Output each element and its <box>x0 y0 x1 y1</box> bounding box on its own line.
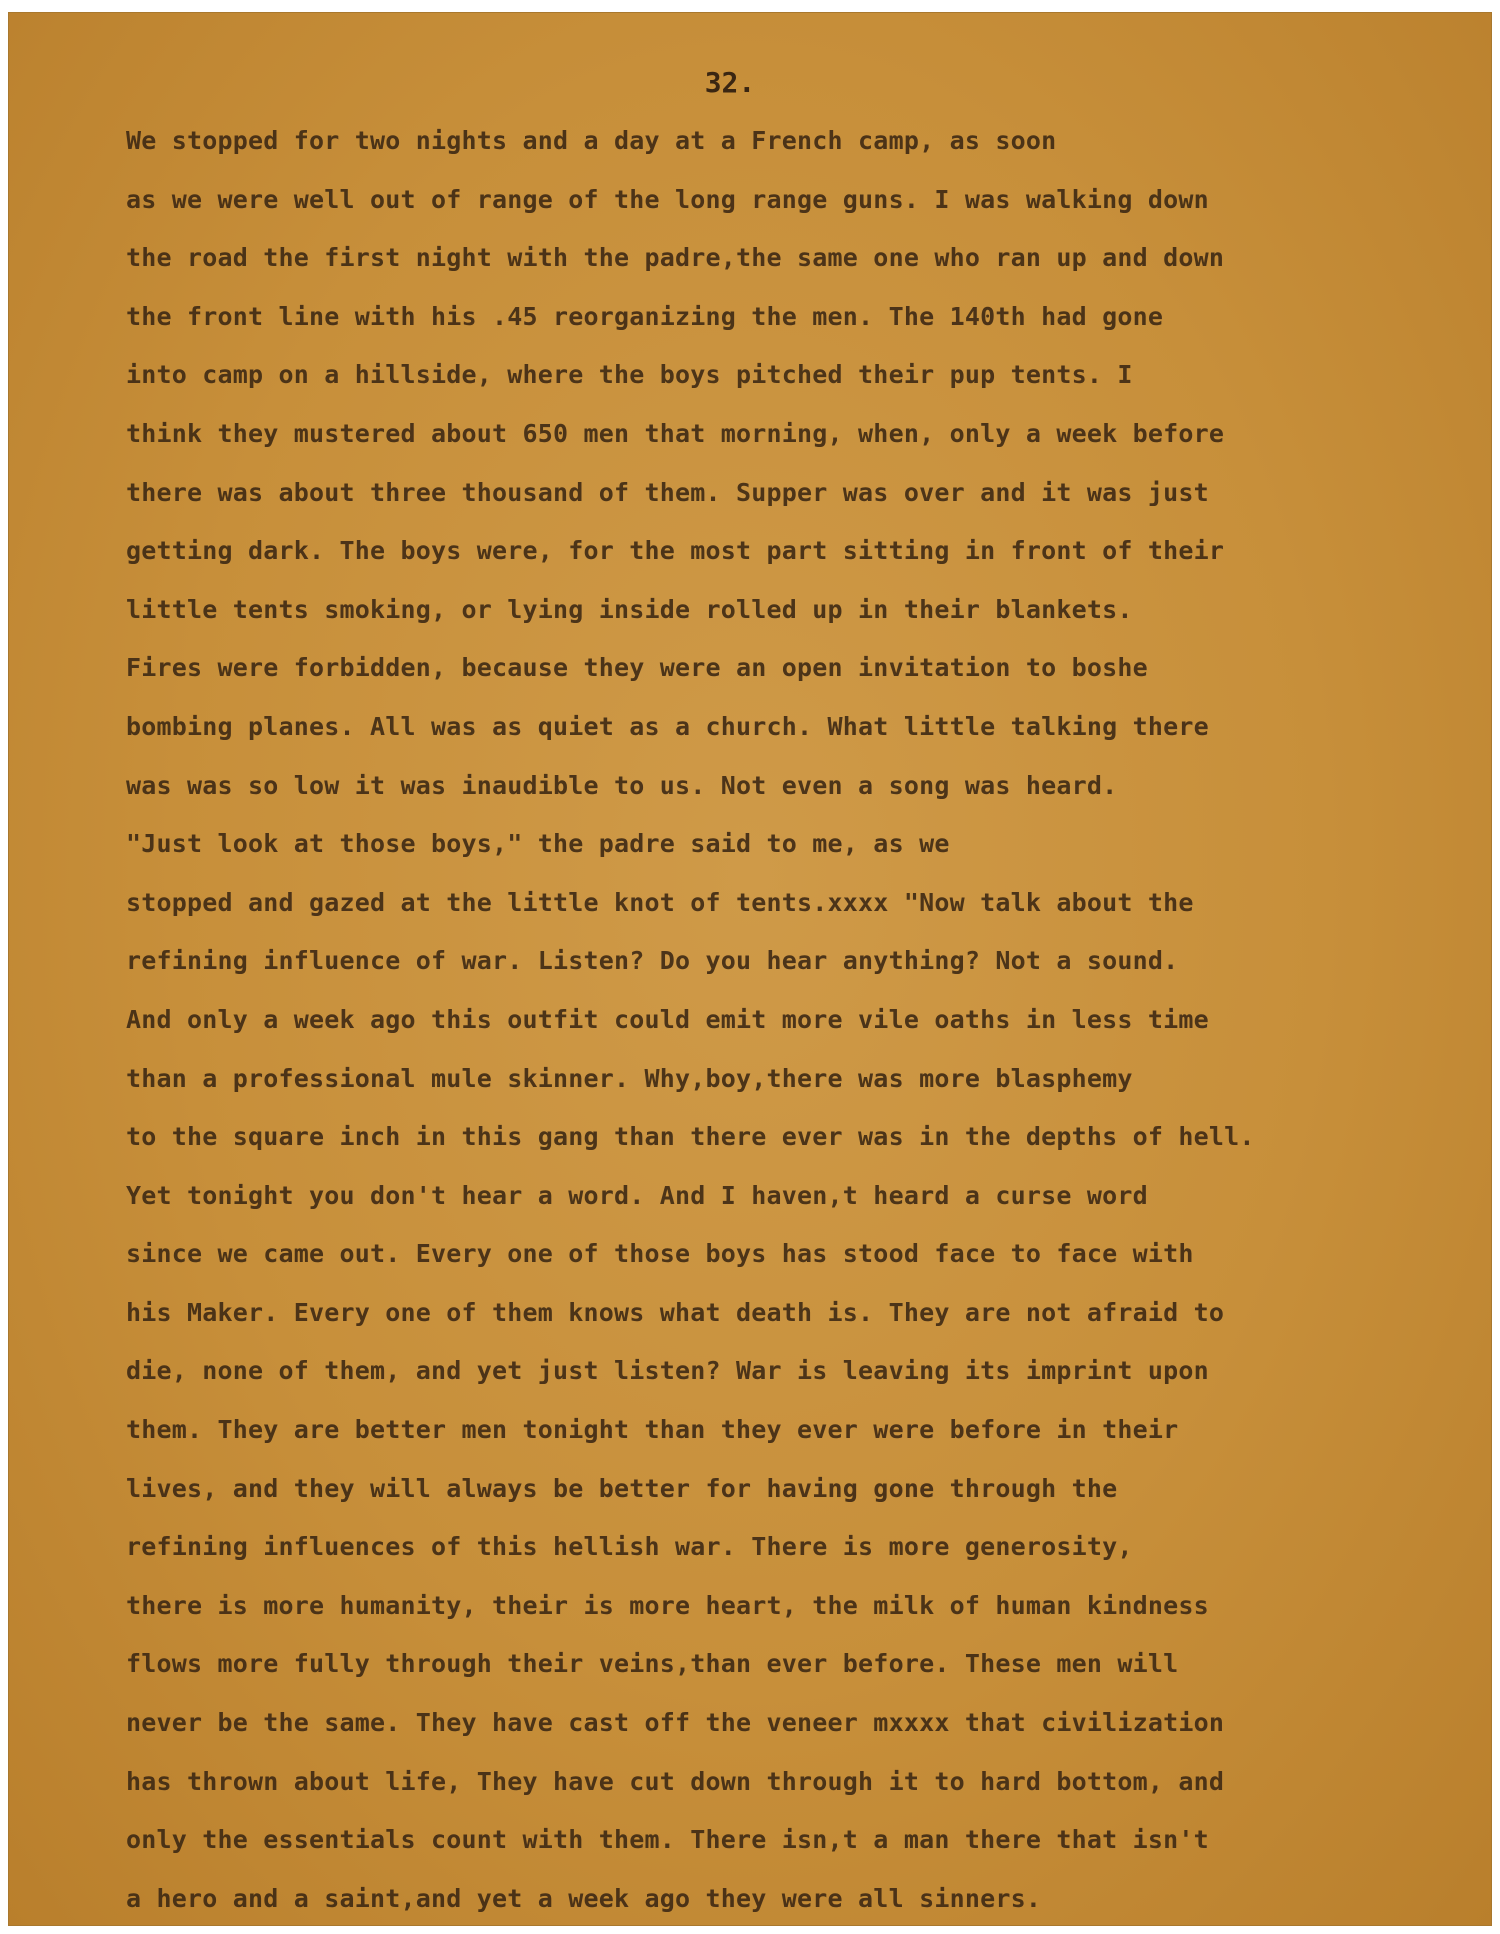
text-line: refining influences of this hellish war. There is more generosity, <box>126 1532 1133 1562</box>
text-line: never be the same. They have cast off the veneer mxxxx that civilization <box>126 1708 1225 1738</box>
typewritten-page <box>8 12 1492 1926</box>
text-line: getting dark. The boys were, for the most part sitting in front of their <box>126 536 1225 566</box>
text-line: than a professional mule skinner. Why,boy,there was more blasphemy <box>126 1063 1133 1093</box>
text-line: Yet tonight you don't hear a word. And I haven,t heard a curse word <box>126 1180 1148 1210</box>
text-line: there is more humanity, their is more heart, the milk of human kindness <box>126 1590 1209 1620</box>
text-line: was was so low it was inaudible to us. Not even a song was heard. <box>126 770 1118 800</box>
body-text <box>126 112 1416 1928</box>
text-line: Fires were forbidden, because they were an open invitation to boshe <box>126 653 1148 683</box>
text-line: We stopped for two nights and a day at a French camp, as soon <box>126 126 1057 155</box>
text-line: die, none of them, and yet just listen? War is leaving its imprint upon <box>126 1356 1209 1386</box>
text-line: only the essentials count with them. There isn,t a man there that isn't <box>126 1825 1209 1855</box>
text-line: think they mustered about 650 men that morning, when, only a week before <box>126 418 1225 448</box>
text-line: flows more fully through their veins,than ever before. These men will <box>126 1649 1179 1679</box>
page-number: 32. <box>704 66 756 99</box>
text-line: to the square inch in this gang than there ever was in the depths of hell. <box>126 1122 1255 1152</box>
text-line: the road the first night with the padre,the same one who ran up and down <box>126 243 1225 273</box>
text-line: has thrown about life, They have cut down through it to hard bottom, and <box>126 1766 1225 1796</box>
text-line: refining influence of war. Listen? Do you hear anything? Not a sound. <box>126 946 1179 976</box>
text-line: since we came out. Every one of those boys has stood face to face with <box>126 1239 1194 1269</box>
text-line: as we were well out of range of the long range guns. I was walking down <box>126 184 1209 214</box>
text-line: stopped and gazed at the little knot of tents.xxxx "Now talk about the <box>126 887 1194 917</box>
text-line: the front line with his .45 reorganizing the men. The 140th had gone <box>126 301 1164 331</box>
text-line: there was about three thousand of them. Supper was over and it was just <box>126 477 1209 507</box>
text-line: bombing planes. All was as quiet as a church. What little talking there <box>126 711 1209 741</box>
text-line: his Maker. Every one of them knows what death is. They are not afraid to <box>126 1297 1225 1327</box>
text-line: And only a week ago this outfit could emit more vile oaths in less time <box>126 1004 1209 1034</box>
text-line: "Just look at those boys," the padre said to me, as we <box>126 829 950 859</box>
text-line: them. They are better men tonight than they ever were before in their <box>126 1415 1179 1445</box>
text-line: a hero and a saint,and yet a week ago they were all sinners. <box>126 1883 1042 1913</box>
text-line: little tents smoking, or lying inside rolled up in their blankets. <box>126 594 1133 624</box>
text-line: into camp on a hillside, where the boys pitched their pup tents. I <box>126 360 1133 390</box>
text-line: lives, and they will always be better for having gone through the <box>126 1473 1118 1503</box>
